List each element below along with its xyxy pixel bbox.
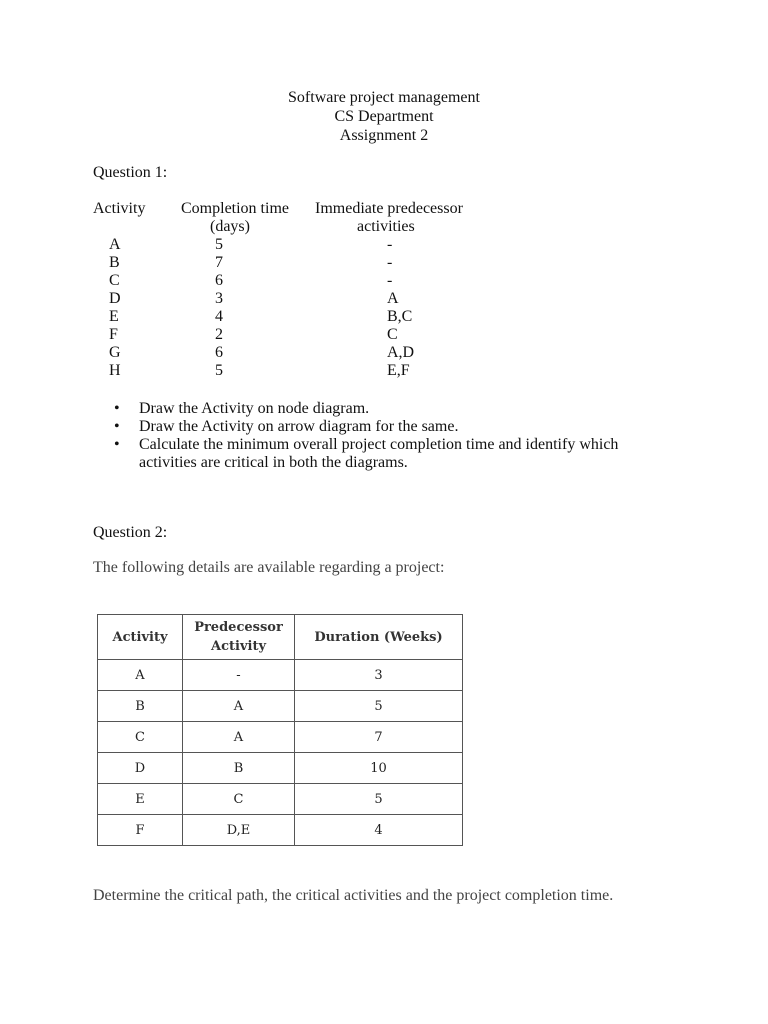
q1-row-time: 6 (215, 272, 223, 289)
q2-header-duration: Duration (Weeks) (295, 615, 463, 660)
q1-row-activity: A (109, 236, 121, 253)
question-1-tasks (114, 400, 674, 472)
q2-cell-activity: B (98, 691, 183, 722)
q2-cell-activity: E (98, 784, 183, 815)
q2-cell-activity: D (98, 753, 183, 784)
q1-row-pred: C (387, 326, 398, 343)
q1-row-pred: - (387, 236, 393, 253)
department-title: CS Department (334, 108, 434, 125)
q1-row-time: 7 (215, 254, 223, 271)
q2-cell-pred: A (183, 691, 295, 722)
q2-cell-duration: 5 (295, 691, 463, 722)
q1-row-pred: A (387, 290, 399, 307)
task-item (114, 400, 674, 418)
document-header (0, 88, 768, 145)
course-title: Software project management (288, 89, 480, 106)
table-row (98, 691, 463, 722)
q2-header-predecessor-line2: Activity (211, 639, 266, 654)
q2-cell-duration: 5 (295, 784, 463, 815)
q1-row-activity: H (109, 362, 121, 379)
task-item (114, 436, 674, 472)
q2-cell-pred: A (183, 722, 295, 753)
q2-header-predecessor-line1: Predecessor (194, 620, 283, 635)
q1-row-pred: - (387, 272, 393, 289)
q2-cell-pred: B (183, 753, 295, 784)
q2-cell-pred: - (183, 660, 295, 691)
question-2-activity-table (97, 614, 463, 846)
q1-row-activity: D (109, 290, 121, 307)
question-2-instruction: Determine the critical path, the critical activities and the project completion time. (93, 887, 614, 904)
question-2-title: Question 2: (93, 524, 168, 541)
q2-cell-duration: 7 (295, 722, 463, 753)
q1-row-time: 6 (215, 344, 223, 361)
q1-row-time: 5 (215, 236, 223, 253)
table-row (98, 753, 463, 784)
q1-header-predecessor: Immediate predecessor (315, 200, 463, 217)
q1-row-pred: B,C (387, 308, 413, 325)
table-row (98, 784, 463, 815)
q2-cell-duration: 4 (295, 815, 463, 846)
bullet-icon: • (114, 400, 120, 417)
q2-cell-duration: 3 (295, 660, 463, 691)
q1-header-activity: Activity (93, 200, 146, 217)
q1-header-days: (days) (210, 218, 250, 235)
q1-row-activity: F (109, 326, 118, 343)
q1-row-activity: G (109, 344, 121, 361)
bullet-icon: • (114, 418, 120, 435)
q2-header-predecessor (183, 615, 295, 660)
q1-row-pred: - (387, 254, 393, 271)
q1-row-pred: E,F (387, 362, 410, 379)
q1-row-time: 5 (215, 362, 223, 379)
q1-row-time: 3 (215, 290, 223, 307)
task-text: Draw the Activity on node diagram. (139, 400, 370, 417)
q2-cell-pred: C (183, 784, 295, 815)
assignment-title: Assignment 2 (339, 127, 429, 144)
table-row (98, 815, 463, 846)
q1-row-time: 2 (215, 326, 223, 343)
q2-cell-duration: 10 (295, 753, 463, 784)
bullet-icon: • (114, 436, 120, 453)
task-text: Draw the Activity on arrow diagram for the same. (139, 418, 459, 435)
q1-row-time: 4 (215, 308, 223, 325)
q1-row-activity: B (109, 254, 120, 271)
question-1-title: Question 1: (93, 164, 168, 181)
table-row (98, 660, 463, 691)
q2-cell-activity: A (98, 660, 183, 691)
task-item (114, 418, 674, 436)
q2-cell-activity: F (98, 815, 183, 846)
table-header-row (98, 615, 463, 660)
q1-row-pred: A,D (387, 344, 415, 361)
q1-row-activity: C (109, 272, 120, 289)
q1-row-activity: E (109, 308, 119, 325)
q1-header-completion-time: Completion time (181, 200, 289, 217)
q2-header-activity: Activity (98, 615, 183, 660)
q2-cell-activity: C (98, 722, 183, 753)
table-row (98, 722, 463, 753)
task-text: Calculate the minimum overall project completion time and identify which activities are critical in both the diagrams. (139, 436, 619, 471)
q2-cell-pred: D,E (183, 815, 295, 846)
question-2-intro: The following details are available regarding a project: (93, 559, 445, 576)
q1-header-activities: activities (357, 218, 415, 235)
